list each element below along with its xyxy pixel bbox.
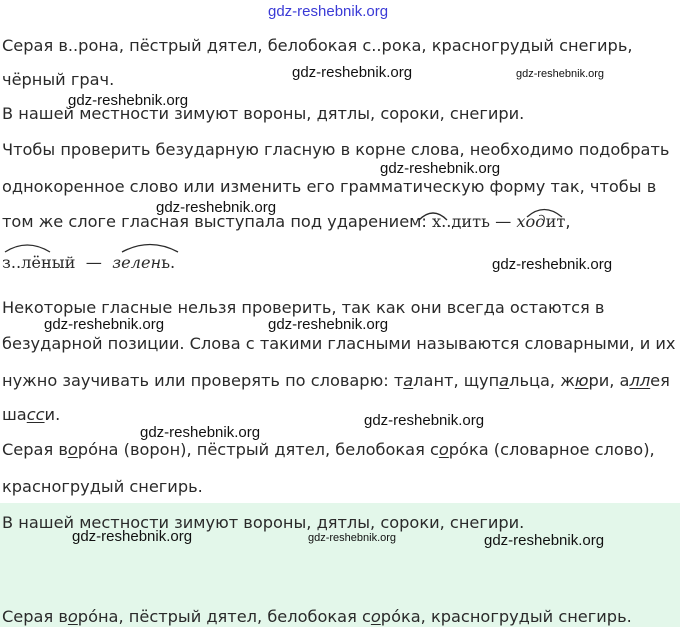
dictionary-line-3-prefix: нужно заучивать или проверять по словарю: xyxy=(2,371,394,390)
word-part: а xyxy=(619,371,630,390)
word-part: ри xyxy=(588,371,610,390)
watermark: gdz-reshebnik.org xyxy=(68,92,189,109)
watermark: gdz-reshebnik.org xyxy=(364,412,485,429)
green-block-line-2 xyxy=(2,607,632,627)
answer-text: Серая в xyxy=(2,440,68,459)
unstressed-vowel: о xyxy=(67,607,78,626)
watermark: gdz-reshebnik.org xyxy=(44,316,165,333)
root-arc-icon xyxy=(527,210,562,218)
watermark: gdz-reshebnik.org xyxy=(292,64,413,81)
dash-2: — xyxy=(85,253,102,272)
word-part: щуп xyxy=(463,371,500,390)
answer-line-1 xyxy=(2,440,655,460)
dictionary-word xyxy=(464,371,550,390)
example-1-word: х..дить xyxy=(431,212,490,231)
answer-text: ро́на, пёстрый дятел, белобокая с xyxy=(77,607,371,626)
answer-text: ро́на (ворон), пёстрый дятел, белобокая с xyxy=(77,440,439,459)
root-arcs-graphic xyxy=(0,0,680,280)
root-arc-icon xyxy=(122,245,178,253)
watermark: gdz-reshebnik.org xyxy=(492,256,613,273)
dictionary-line-1: Некоторые гласные нельзя проверить, так как они всегда остаются в xyxy=(2,298,605,317)
watermark: gdz-reshebnik.org xyxy=(156,199,277,216)
word-part: ея xyxy=(650,371,670,390)
example-2-check-ending: ь. xyxy=(161,253,176,272)
example-2-check-root: зелен xyxy=(112,253,162,272)
answer-line-2: красногрудый снегирь. xyxy=(2,477,203,496)
unstressed-vowel: сс xyxy=(26,405,45,424)
unstressed-vowel: о xyxy=(438,440,449,459)
example-1-check-root: ход xyxy=(516,212,546,231)
answer-text: ро́ка, красногрудый снегирь. xyxy=(380,607,632,626)
watermark: gdz-reshebnik.org xyxy=(268,316,389,333)
dictionary-word xyxy=(560,371,609,390)
example-2-word: з..лёный xyxy=(2,253,76,272)
answer-text: Серая в xyxy=(2,607,68,626)
explanation-line-3-prefix: том же слоге гласная выступала под ударением: xyxy=(2,212,432,231)
word-part: льца xyxy=(509,371,550,390)
unstressed-vowel: лл xyxy=(629,371,651,390)
watermark-top: gdz-reshebnik.org xyxy=(268,3,389,20)
root-arc-icon xyxy=(419,213,447,220)
task-line-3: В нашей местности зимуют вороны, дятлы, сороки, снегири. xyxy=(2,104,525,123)
dictionary-word xyxy=(620,371,670,390)
explanation-line-2: однокоренное слово или изменить его грамматическую форму так, чтобы в xyxy=(2,177,657,196)
watermark: gdz-reshebnik.org xyxy=(484,532,605,549)
dictionary-line-3 xyxy=(2,371,670,391)
comma: , xyxy=(565,212,571,231)
word-part: т xyxy=(393,371,404,390)
watermark: gdz-reshebnik.org xyxy=(140,424,261,441)
unstressed-vowel: а xyxy=(403,371,414,390)
word-part: лант xyxy=(413,371,454,390)
word-part: и. xyxy=(44,405,61,424)
unstressed-vowel: а xyxy=(499,371,510,390)
watermark: gdz-reshebnik.org xyxy=(72,528,193,545)
green-block-line-1: В нашей местности зимуют вороны, дятлы, сороки, снегири. xyxy=(2,513,525,532)
root-arc-icon xyxy=(5,245,50,252)
dictionary-line-4 xyxy=(2,405,60,425)
separator: , xyxy=(549,371,561,390)
watermark: gdz-reshebnik.org xyxy=(516,68,605,80)
watermark: gdz-reshebnik.org xyxy=(308,532,397,544)
separator: , xyxy=(453,371,464,390)
watermark: gdz-reshebnik.org xyxy=(380,160,501,177)
separator: , xyxy=(609,371,620,390)
example-1-check-ending: ит xyxy=(545,212,566,231)
dash: — xyxy=(495,212,512,231)
task-line-2: чёрный грач. xyxy=(2,70,115,89)
dictionary-line-2: безударной позиции. Слова с такими гласными называются словарными, и их xyxy=(2,334,676,353)
dictionary-word xyxy=(394,371,454,390)
unstressed-vowel: о xyxy=(370,607,381,626)
word-part: ж xyxy=(560,371,575,390)
explanation-line-1: Чтобы проверить безударную гласную в корне слова, необходимо подобрать xyxy=(2,140,670,159)
task-line-1: Серая в..рона, пёстрый дятел, белобокая с..рока, красногрудый снегирь, xyxy=(2,36,633,55)
unstressed-vowel: ю xyxy=(574,371,589,390)
unstressed-vowel: о xyxy=(67,440,78,459)
word-part: ша xyxy=(2,405,27,424)
answer-text: ро́ка (словарное слово), xyxy=(448,440,655,459)
